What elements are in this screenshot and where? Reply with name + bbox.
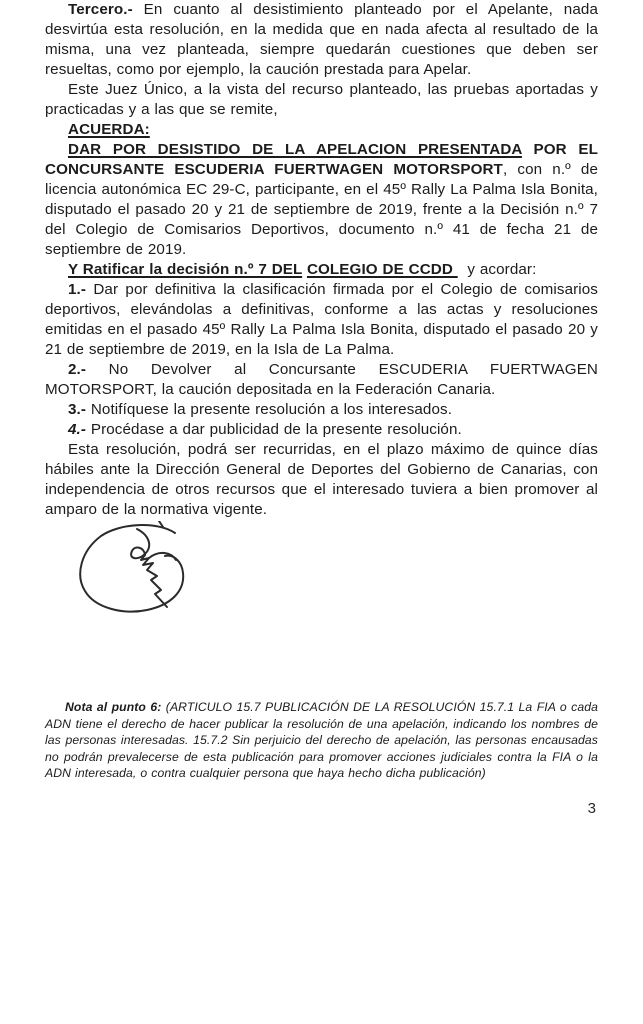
para-punto-1 xyxy=(45,280,598,360)
heading-ratificar-segment: y acordar: xyxy=(457,261,537,278)
heading-ratificar-segment: Y Ratificar la decisión n.º 7 DEL xyxy=(68,261,303,278)
para-punto-2 xyxy=(45,360,598,400)
para-juez-unico xyxy=(45,80,598,120)
para-punto-1-segment: 1.- xyxy=(68,281,94,298)
para-dar-por-desistido-segment: DAR POR DESISTIDO DE LA APELACION PRESENTADA xyxy=(68,141,522,158)
para-punto-2-segment: 2.- xyxy=(68,361,109,378)
para-recurso xyxy=(45,440,598,520)
footnote-nota-segment: Nota al punto 6: xyxy=(65,700,166,714)
para-punto-1-segment: Dar por definitiva la clasificación firmada por el Colegio de comisarios deportivos, elevándolas a definitivas, conforme a las actas y resoluciones emitidas en el pasado 45º Rally La Palma Isla Bonita, disputado el pasado 20 y 21 de septiembre de 2019, en la Isla de La Palma. xyxy=(45,281,598,358)
para-punto-3-segment: Notifíquese la presente resolución a los interesados. xyxy=(90,401,453,418)
para-juez-unico-segment: Este Juez Único, a la vista del recurso planteado, las pruebas aportadas y practicadas y a las que se remite, xyxy=(45,81,598,118)
footnote-nota-segment: (ARTICULO 15.7 PUBLICACIÓN DE LA RESOLUCIÓN 15.7.1 La FIA o cada ADN tiene el derecho de hacer publicar la resolución de una apelación, indicando los nombres de las personas interesadas. 15.7.2 Sin perjuicio del derecho de apelación, las personas encausadas no podrán prevalecerse de esta publicación para promover acciones judiciales contra la FIA o la ADN interesada, o contra cualquier persona que haya hecho dicha publicación) xyxy=(45,700,598,780)
para-dar-por-desistido-segment: POR EL CONCURSANTE ESCUDERIA FUERTWAGEN MOTORSPORT xyxy=(45,141,598,178)
para-tercero xyxy=(45,0,598,80)
para-dar-por-desistido-segment: , con n.º de licencia autonómica EC 29-C, participante, en el 45º Rally La Palma Isla Bonita, disputado el pasado 20 y 21 de septiembre de 2019, frente a la Decisión n.º 7 del Colegio de Comisarios Deportivos, documento n.º 41 de fecha 21 de septiembre de 2019. xyxy=(45,161,599,258)
para-punto-3-segment: 3.- xyxy=(68,401,91,418)
document-body xyxy=(45,0,598,520)
signature-scribble xyxy=(75,521,190,613)
para-dar-por-desistido xyxy=(45,140,598,260)
para-punto-4-segment: Procédase a dar publicidad de la presente resolución. xyxy=(90,421,462,438)
para-tercero-segment: Tercero.- xyxy=(68,1,144,18)
para-punto-2-segment: No Devolver al Concursante ESCUDERIA FUERTWAGEN MOTORSPORT, la caución depositada en la Federación Canaria. xyxy=(45,361,598,398)
para-tercero-segment: En cuanto al desistimiento planteado por el Apelante, nada desvirtúa esta resolución, en la medida que en nada afecta al resultado de la misma, una vez planteada, siempre quedarán cuestiones que deben ser resueltas, como por ejemplo, la caución prestada para Apelar. xyxy=(45,1,598,78)
signature-block xyxy=(75,521,190,613)
heading-ratificar xyxy=(45,260,598,280)
heading-acuerda xyxy=(45,120,598,140)
para-punto-4 xyxy=(45,420,598,440)
para-recurso-segment: Esta resolución, podrá ser recurridas, en el plazo máximo de quince días hábiles ante la Dirección General de Deportes del Gobierno de Canarias, con independencia de otros recursos que el interesado tuviera a bien promover al amparo de la normativa vigente. xyxy=(45,441,598,518)
footnote-section xyxy=(45,699,598,782)
heading-ratificar-segment: COLEGIO DE CCDD xyxy=(306,261,458,278)
heading-acuerda-segment: ACUERDA: xyxy=(68,121,150,138)
para-punto-4-segment: 4.- xyxy=(68,421,91,438)
page-number: 3 xyxy=(587,799,596,817)
para-punto-3 xyxy=(45,400,598,420)
footnote-nota xyxy=(45,699,598,782)
